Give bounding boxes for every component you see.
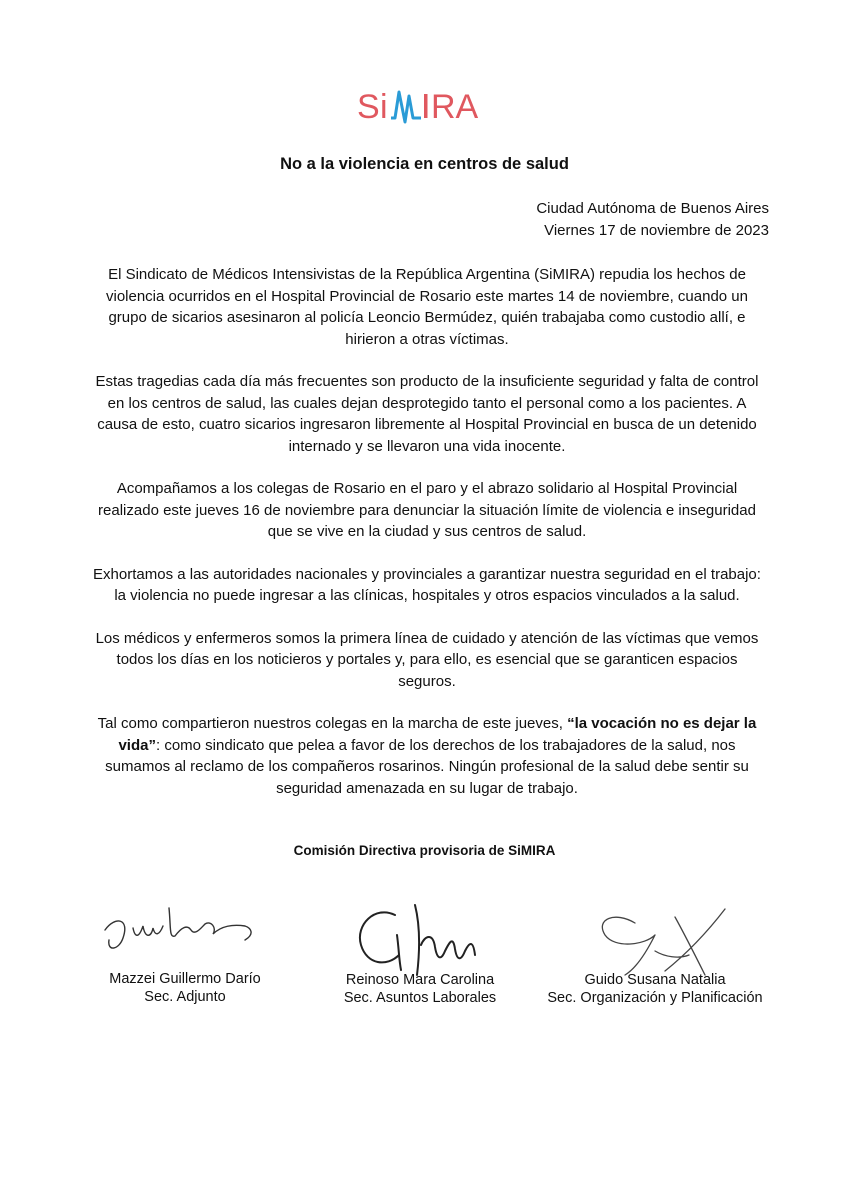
paragraph: El Sindicato de Médicos Intensivistas de la República Argentina (SiMIRA) repudia los hechos de violencia ocurridos en el Hospital Provincial de Rosario este martes 14 de noviembre, cuando un grupo de sicarios asesinaron al policía Leoncio Bermúdez, quién trabajaba como custodio allí, e hirieron a otras víctimas. <box>105 266 748 348</box>
paragraph: Los médicos y enfermeros somos la primera línea de cuidado y atención de las víctimas que vemos todos los días en los noticieros y portales y, para ello, es esencial que se garanticen espacios seguros. <box>95 629 759 690</box>
signer-role: Sec. Asuntos Laborales <box>343 990 497 1006</box>
paragraph: Exhortamos a las autoridades nacionales y provinciales a garantizar nuestra seguridad en el trabajo: la violencia no puede ingresar a las clínicas, hospitales y otros espacios vinculados a la salud. <box>93 565 761 604</box>
handwritten-signature <box>95 898 265 968</box>
paragraph: Estas tragedias cada día más frecuentes son producto de la insuficiente seguridad y falta de control en los centros de salud, las cuales dejan desprotegido tanto el personal como a los pacientes. A causa de esto, cuatro sicarios ingresaron libremente al Hospital Provincial en busca de un detenido internado y se llevaron una vida inocente. <box>95 373 759 455</box>
date: Viernes 17 de noviembre de 2023 <box>544 222 769 239</box>
signer-name: Mazzei Guillermo Darío <box>109 971 261 987</box>
signature-block <box>90 898 280 1005</box>
final-paragraph-before: Tal como compartieron nuestros colegas en la marcha de este jueves, <box>97 715 568 732</box>
final-paragraph-after: : como sindicato que pelea a favor de los derechos de los trabajadores de la salud, nos sumamos al reclamo de los compañeros rosarinos. Ningún profesional de la salud debe sentir su seguridad amenazada en su lugar de trabajo. <box>105 736 749 797</box>
signature-block <box>320 895 520 1006</box>
simira-logo-mark <box>355 82 495 130</box>
signoff: Comisión Directiva provisoria de SiMIRA <box>293 843 556 858</box>
signer-role: Sec. Organización y Planificación <box>547 990 763 1006</box>
place: Ciudad Autónoma de Buenos Aires <box>536 200 769 217</box>
quote: “la vocación no es dejar la vida” <box>118 715 757 754</box>
paragraph: Acompañamos a los colegas de Rosario en el paro y el abrazo solidario al Hospital Provincial realizado este jueves 16 de noviembre para denunciar la situación límite de violencia e inseguridad que se vive en la ciudad y sus centros de salud. <box>98 480 756 540</box>
signer-name: Guido Susana Natalia <box>584 972 726 988</box>
body-text <box>92 264 762 820</box>
final-paragraph <box>92 713 762 799</box>
signer-role: Sec. Adjunto <box>144 989 226 1005</box>
document-title: No a la violencia en centros de salud <box>280 155 569 173</box>
place-date <box>536 198 769 242</box>
signer-name: Reinoso Mara Carolina <box>345 972 495 988</box>
signature-block <box>535 905 775 1006</box>
svg-text:RA: RA <box>431 88 479 126</box>
svg-text:i: i <box>380 88 388 126</box>
svg-text:S: S <box>357 88 380 126</box>
simira-logo <box>355 82 495 130</box>
